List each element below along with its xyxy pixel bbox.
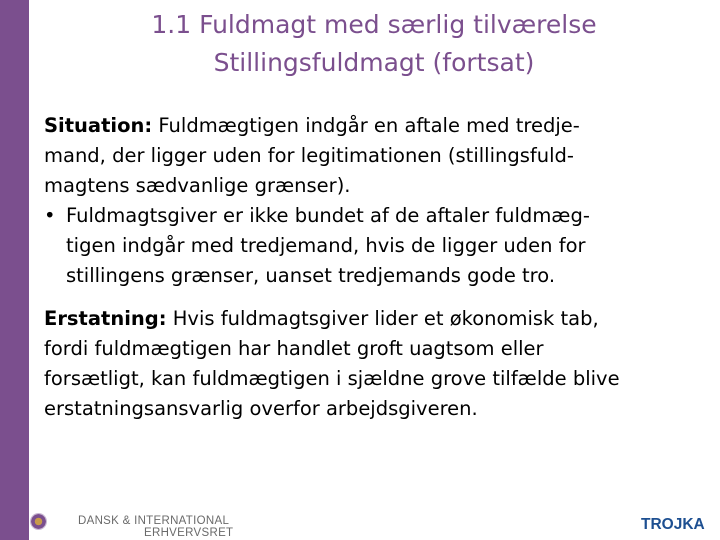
slide-body [44, 111, 710, 424]
erstatning-line-1 [44, 304, 710, 334]
situation-paragraph [44, 111, 710, 291]
sidebar-accent-bar [0, 0, 29, 540]
erstatning-line-4: erstatningsansvarlig overfor arbejdsgiveren. [44, 397, 478, 420]
bullet-line-1: Fuldmagtsgiver er ikke bundet af de aftaler fuldmæg- [66, 204, 590, 227]
erstatning-line-2: fordi fuldmægtigen har handlet groft uagtsom eller [44, 337, 544, 360]
footer-organization [78, 515, 233, 539]
situation-text-1: Fuldmægtigen indgår en aftale med tredje- [152, 114, 580, 137]
situation-line-1 [44, 111, 710, 141]
footer-brand-logo: TROJKA [641, 516, 705, 533]
situation-line-3: magtens sædvanlige grænser). [44, 174, 351, 197]
slide-title [40, 6, 708, 82]
university-seal-icon [30, 513, 47, 530]
title-line-2: Stillingsfuldmagt (fortsat) [213, 48, 535, 77]
footer-org-line-2: ERHVERVSRET [144, 527, 234, 539]
footer-org-line-1: DANSK & INTERNATIONAL [78, 515, 230, 527]
erstatning-line-3: forsætligt, kan fuldmægtigen i sjældne grove tilfælde blive [44, 367, 620, 390]
bullet-line-3: stillingens grænser, uanset tredjemands gode tro. [66, 264, 556, 287]
situation-bullet [44, 201, 710, 291]
bullet-icon: • [44, 204, 56, 227]
erstatning-label: Erstatning: [44, 307, 167, 330]
erstatning-paragraph [44, 304, 710, 424]
bullet-line-2: tigen indgår med tredjemand, hvis de ligger uden for [66, 234, 586, 257]
title-line-1: 1.1 Fuldmagt med særlig tilværelse [151, 10, 597, 39]
situation-label: Situation: [44, 114, 153, 137]
situation-line-2: mand, der ligger uden for legitimationen (stillingsfuld- [44, 144, 574, 167]
erstatning-text-1: Hvis fuldmagtsgiver lider et økonomisk tab, [166, 307, 599, 330]
